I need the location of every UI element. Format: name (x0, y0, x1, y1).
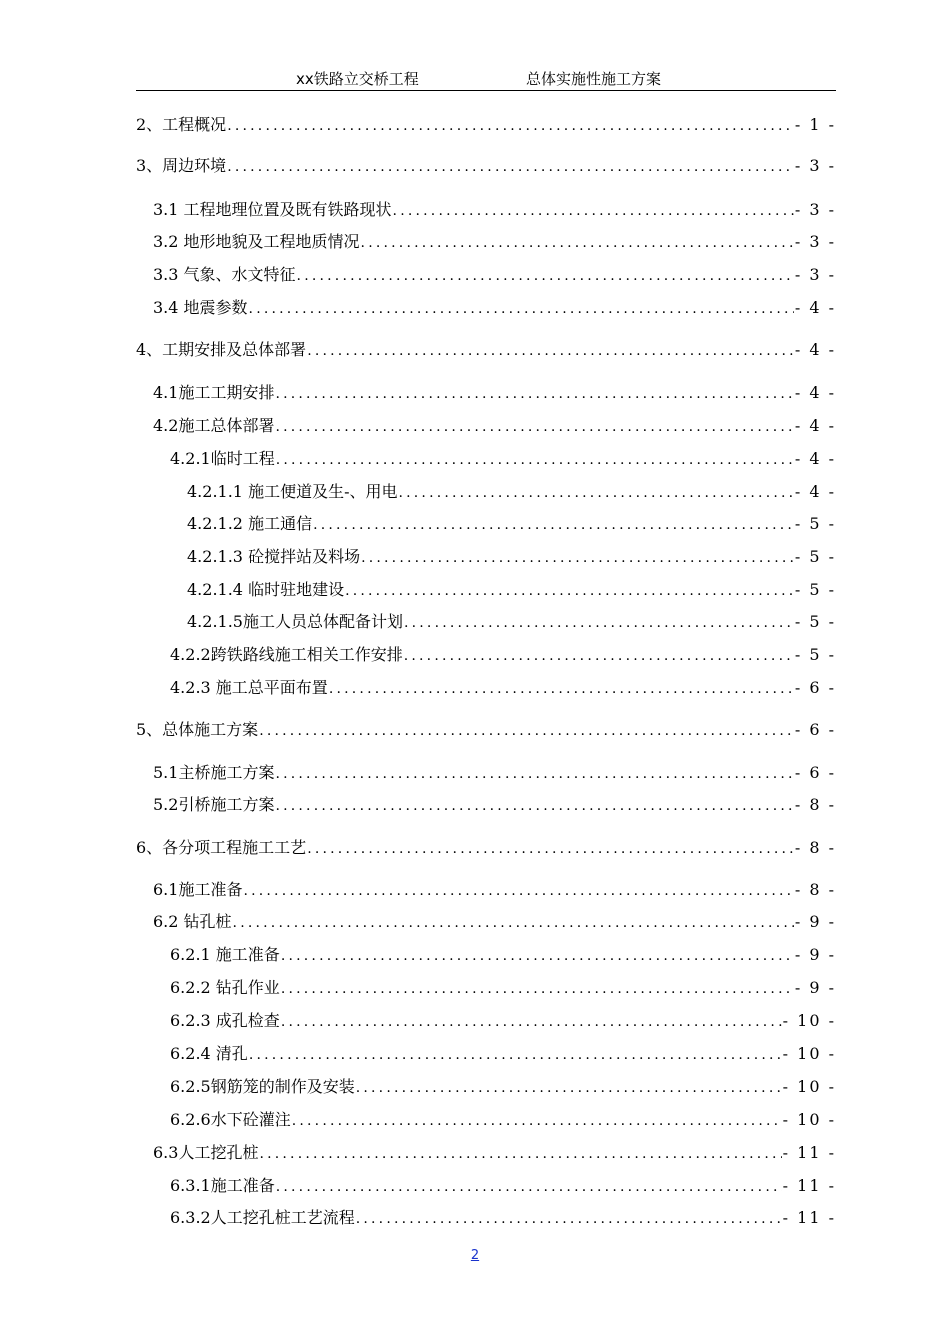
toc-dot-leader (292, 1109, 782, 1133)
toc-dot-leader (361, 546, 794, 570)
toc-entry-page: - 5 - (794, 645, 836, 664)
toc-entry-page: - 4 - (794, 449, 836, 468)
toc-entry-page: - 9 - (794, 945, 836, 964)
toc-entry-title: 5.2引桥施工方案 (153, 795, 275, 814)
toc-entry[interactable] (136, 610, 836, 634)
toc-entry-title: 4.2.1.4 临时驻地建设 (187, 580, 345, 599)
toc-entry-title: 3.3 气象、水文特征 (153, 265, 296, 284)
toc-entry-page: - 4 - (794, 340, 836, 359)
toc-entry-title: 6.3.2人工挖孔桩工艺流程 (170, 1208, 355, 1227)
toc-entry-title: 6.2.5钢筋笼的制作及安装 (170, 1077, 355, 1096)
toc-entry[interactable] (136, 1009, 836, 1033)
toc-entry[interactable] (136, 1174, 836, 1198)
toc-dot-leader (276, 1175, 782, 1199)
toc-dot-leader (329, 677, 794, 701)
toc-entry-page: - 1 - (794, 115, 836, 134)
toc-entry-title: 5、总体施工方案 (136, 720, 259, 739)
toc-dot-leader (249, 297, 794, 321)
toc-entry-title: 2、工程概况 (136, 115, 227, 134)
toc-entry-title: 4.2.3 施工总平面布置 (170, 678, 328, 697)
toc-entry[interactable] (136, 761, 836, 785)
toc-entry-page: - 10 - (782, 1110, 836, 1129)
toc-entry-title: 6.2.2 钻孔作业 (170, 978, 280, 997)
toc-dot-leader (249, 1043, 782, 1067)
toc-entry-title: 3.1 工程地理位置及既有铁路现状 (153, 200, 392, 219)
toc-entry[interactable] (136, 263, 836, 287)
toc-entry[interactable] (136, 480, 836, 504)
page-number-link[interactable]: 2 (470, 1248, 480, 1263)
toc-entry-title: 4、工期安排及总体部署 (136, 340, 307, 359)
toc-entry-page: - 5 - (794, 612, 836, 631)
toc-entry-title: 6.2.6水下砼灌注 (170, 1110, 291, 1129)
toc-entry-page: - 3 - (794, 200, 836, 219)
toc-entry[interactable] (136, 718, 836, 742)
toc-dot-leader (275, 415, 793, 439)
toc-entry-page: - 11 - (782, 1208, 836, 1227)
toc-dot-leader (259, 1142, 781, 1166)
toc-entry[interactable] (136, 1206, 836, 1230)
toc-entry-title: 4.2.1.3 砼搅拌站及料场 (187, 547, 361, 566)
toc-dot-leader (276, 448, 794, 472)
toc-entry-page: - 10 - (782, 1044, 836, 1063)
toc-entry[interactable] (136, 578, 836, 602)
toc-entry-title: 6.3人工挖孔桩 (153, 1143, 259, 1162)
toc-dot-leader (233, 911, 794, 935)
toc-dot-leader (281, 1010, 782, 1034)
page-header (136, 60, 836, 91)
toc-entry-page: - 8 - (794, 838, 836, 857)
toc-entry-page: - 11 - (782, 1143, 836, 1162)
toc-entry[interactable] (136, 154, 836, 178)
toc-entry-page: - 8 - (794, 880, 836, 899)
toc-entry[interactable] (136, 512, 836, 536)
toc-entry-title: 6.1施工准备 (153, 880, 243, 899)
toc-entry-page: - 9 - (794, 978, 836, 997)
toc-entry-page: - 5 - (794, 547, 836, 566)
toc-entry[interactable] (136, 1141, 836, 1165)
toc-entry-title: 4.2施工总体部署 (153, 416, 275, 435)
toc-dot-leader (398, 481, 793, 505)
toc-entry[interactable] (136, 836, 836, 860)
toc-entry-title: 6.2.4 清孔 (170, 1044, 248, 1063)
toc-dot-leader (393, 199, 794, 223)
toc-dot-leader (227, 155, 794, 179)
toc-entry[interactable] (136, 198, 836, 222)
toc-entry-page: - 6 - (794, 763, 836, 782)
toc-entry-title: 5.1主桥施工方案 (153, 763, 275, 782)
toc-entry-page: - 10 - (782, 1011, 836, 1030)
toc-entry[interactable] (136, 976, 836, 1000)
toc-entry-title: 4.1施工工期安排 (153, 383, 275, 402)
toc-entry[interactable] (136, 113, 836, 137)
toc-entry-page: - 3 - (794, 232, 836, 251)
toc-dot-leader (275, 794, 793, 818)
toc-dot-leader (404, 644, 794, 668)
toc-dot-leader (404, 611, 794, 635)
page-footer (0, 1248, 950, 1263)
toc-entry[interactable] (136, 793, 836, 817)
toc-dot-leader (281, 977, 794, 1001)
toc-dot-leader (275, 382, 793, 406)
toc-entry-page: - 3 - (794, 265, 836, 284)
toc-dot-leader (275, 762, 793, 786)
toc-entry-page: - 3 - (794, 156, 836, 175)
toc-entry-title: 4.2.1.5施工人员总体配备计划 (187, 612, 403, 631)
toc-entry-page: - 5 - (794, 514, 836, 533)
toc-entry-page: - 5 - (794, 580, 836, 599)
toc-entry-page: - 10 - (782, 1077, 836, 1096)
toc-entry-title: 4.2.1.1 施工便道及生-、用电 (187, 482, 398, 501)
toc-entry[interactable] (136, 230, 836, 254)
toc-entry[interactable] (136, 338, 836, 362)
toc-entry[interactable] (136, 643, 836, 667)
toc-dot-leader (227, 114, 794, 138)
toc-entry-title: 6.3.1施工准备 (170, 1176, 275, 1195)
toc-dot-leader (243, 879, 793, 903)
toc-entry-page: - 4 - (794, 298, 836, 317)
toc-entry-title: 4.2.1临时工程 (170, 449, 275, 468)
toc-entry[interactable] (136, 943, 836, 967)
toc-entry-title: 3.2 地形地貌及工程地质情况 (153, 232, 360, 251)
toc-dot-leader (356, 1207, 782, 1231)
toc-entry-title: 6.2.3 成孔检查 (170, 1011, 280, 1030)
toc-entry-title: 6.2 钻孔桩 (153, 912, 232, 931)
toc-entry-title: 4.2.1.2 施工通信 (187, 514, 313, 533)
toc-entry-title: 4.2.2跨铁路线施工相关工作安排 (170, 645, 403, 664)
toc-entry-title: 3、周边环境 (136, 156, 227, 175)
toc-entry-title: 6.2.1 施工准备 (170, 945, 280, 964)
toc-entry[interactable] (136, 1108, 836, 1132)
toc-entry[interactable] (136, 676, 836, 700)
toc-entry-page: - 6 - (794, 720, 836, 739)
toc-dot-leader (356, 1076, 782, 1100)
toc-dot-leader (297, 264, 794, 288)
toc-entry-page: - 9 - (794, 912, 836, 931)
toc-entry-page: - 4 - (794, 482, 836, 501)
toc-dot-leader (307, 339, 794, 363)
toc-entry[interactable] (136, 1075, 836, 1099)
toc-dot-leader (307, 837, 794, 861)
toc-entry[interactable] (136, 910, 836, 934)
toc-entry[interactable] (136, 381, 836, 405)
toc-entry-page: - 4 - (794, 416, 836, 435)
toc-dot-leader (313, 513, 794, 537)
toc-entry[interactable] (136, 296, 836, 320)
toc-dot-leader (281, 944, 794, 968)
toc-entry[interactable] (136, 878, 836, 902)
toc-entry-page: - 6 - (794, 678, 836, 697)
toc-entry[interactable] (136, 1042, 836, 1066)
header-project-title: xx铁路立交桥工程 (296, 70, 419, 88)
toc-entry[interactable] (136, 545, 836, 569)
toc-entry-page: - 4 - (794, 383, 836, 402)
toc-dot-leader (361, 231, 794, 255)
toc-entry[interactable] (136, 447, 836, 471)
toc-dot-leader (259, 719, 794, 743)
toc-entry-title: 3.4 地震参数 (153, 298, 248, 317)
toc-entry[interactable] (136, 414, 836, 438)
toc-entry-page: - 8 - (794, 795, 836, 814)
toc-entry-page: - 11 - (782, 1176, 836, 1195)
header-document-title: 总体实施性施工方案 (526, 70, 662, 88)
toc-dot-leader (345, 579, 794, 603)
toc-entry-title: 6、各分项工程施工工艺 (136, 838, 307, 857)
